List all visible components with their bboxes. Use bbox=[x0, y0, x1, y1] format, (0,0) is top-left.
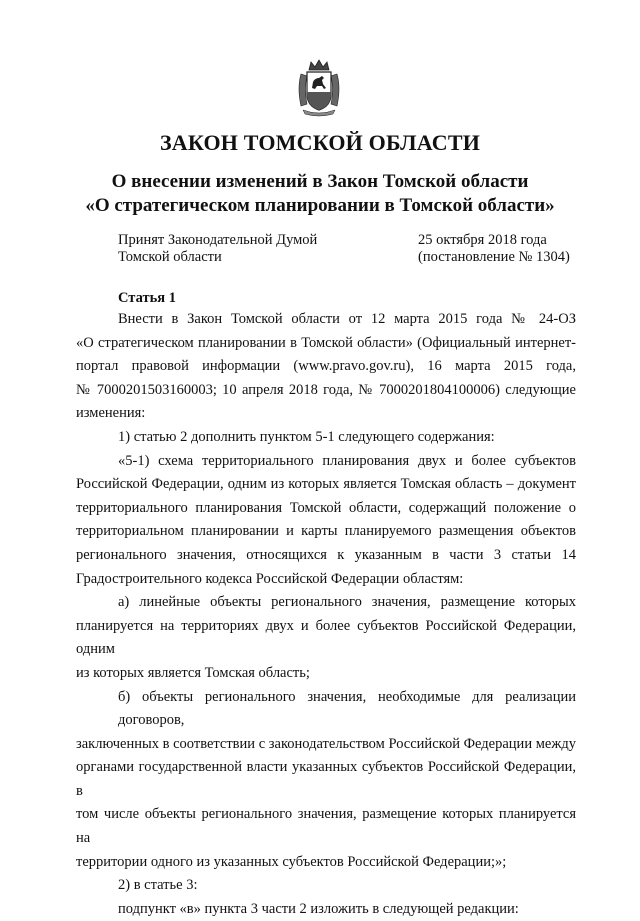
subtitle-line-1: О внесении изменений в Закон Томской области bbox=[111, 171, 529, 192]
tomsk-coat-of-arms-emblem bbox=[295, 58, 343, 118]
body-line: планируется на территориях двух и более субъектов Российской Федерации, одним bbox=[76, 617, 576, 658]
body-line: № 7000201503160003; 10 апреля 2018 года, № 7000201804100006) следующие bbox=[76, 381, 576, 398]
adoption-date-line-2: (постановление № 1304) bbox=[418, 249, 570, 265]
adoption-date bbox=[418, 232, 570, 266]
law-subtitle bbox=[0, 170, 640, 218]
body-line: изменения: bbox=[76, 405, 146, 422]
law-title: ЗАКОН ТОМСКОЙ ОБЛАСТИ bbox=[159, 130, 481, 155]
body-line: Российской Федерации, одним из которых является Томская область – документ bbox=[76, 476, 576, 493]
body-line: б) объекты регионального значения, необходимые для реализации договоров, bbox=[118, 688, 576, 729]
body-line: а) линейные объекты регионального значения, размещение которых bbox=[118, 594, 576, 611]
adoption-date-line-1: 25 октября 2018 года bbox=[418, 232, 547, 248]
adopted-by bbox=[118, 232, 317, 266]
body-line: «О стратегическом планировании в Томской области» (Официальный интернет- bbox=[76, 334, 576, 351]
body-line: территориального планирования Томской области, содержащий положение о bbox=[76, 499, 576, 516]
body-line: территории одного из указанных субъектов Российской Федерации;»; bbox=[76, 853, 507, 870]
adopted-by-line-1: Принят Законодательной Думой bbox=[118, 232, 318, 248]
body-line: регионального значения, относящихся к указанным в части 3 статьи 14 bbox=[76, 546, 576, 563]
body-line: из которых является Томская область; bbox=[76, 664, 310, 681]
body-line: органами государственной власти указанных субъектов Российской Федерации, в bbox=[76, 759, 576, 799]
body-line: 2) в статье 3: bbox=[118, 877, 198, 894]
article-heading: Статья 1 bbox=[118, 290, 176, 306]
body-line: территориальном планировании и карты планируемого размещения объектов bbox=[76, 523, 576, 540]
body-line: «5-1) схема территориального планирования двух и более субъектов bbox=[118, 452, 576, 469]
body-line: 1) статью 2 дополнить пунктом 5-1 следующего содержания: bbox=[118, 428, 495, 445]
adopted-by-line-2: Томской области bbox=[118, 249, 222, 265]
body-line: портал правовой информации (www.pravo.gov.ru), 16 марта 2015 года, bbox=[76, 358, 576, 375]
body-line: том числе объекты регионального значения, размещение которых планируется на bbox=[76, 806, 576, 847]
article-body bbox=[76, 308, 576, 921]
subtitle-line-2: «О стратегическом планировании в Томской области» bbox=[85, 195, 555, 216]
body-line: Градостроительного кодекса Российской Федерации областям: bbox=[76, 570, 464, 587]
body-line: Внести в Закон Томской области от 12 марта 2015 года № 24-ОЗ bbox=[118, 311, 576, 327]
body-line: заключенных в соответствии с законодательством Российской Федерации между bbox=[76, 735, 576, 752]
body-line: подпункт «в» пункта 3 части 2 изложить в следующей редакции: bbox=[118, 900, 519, 917]
